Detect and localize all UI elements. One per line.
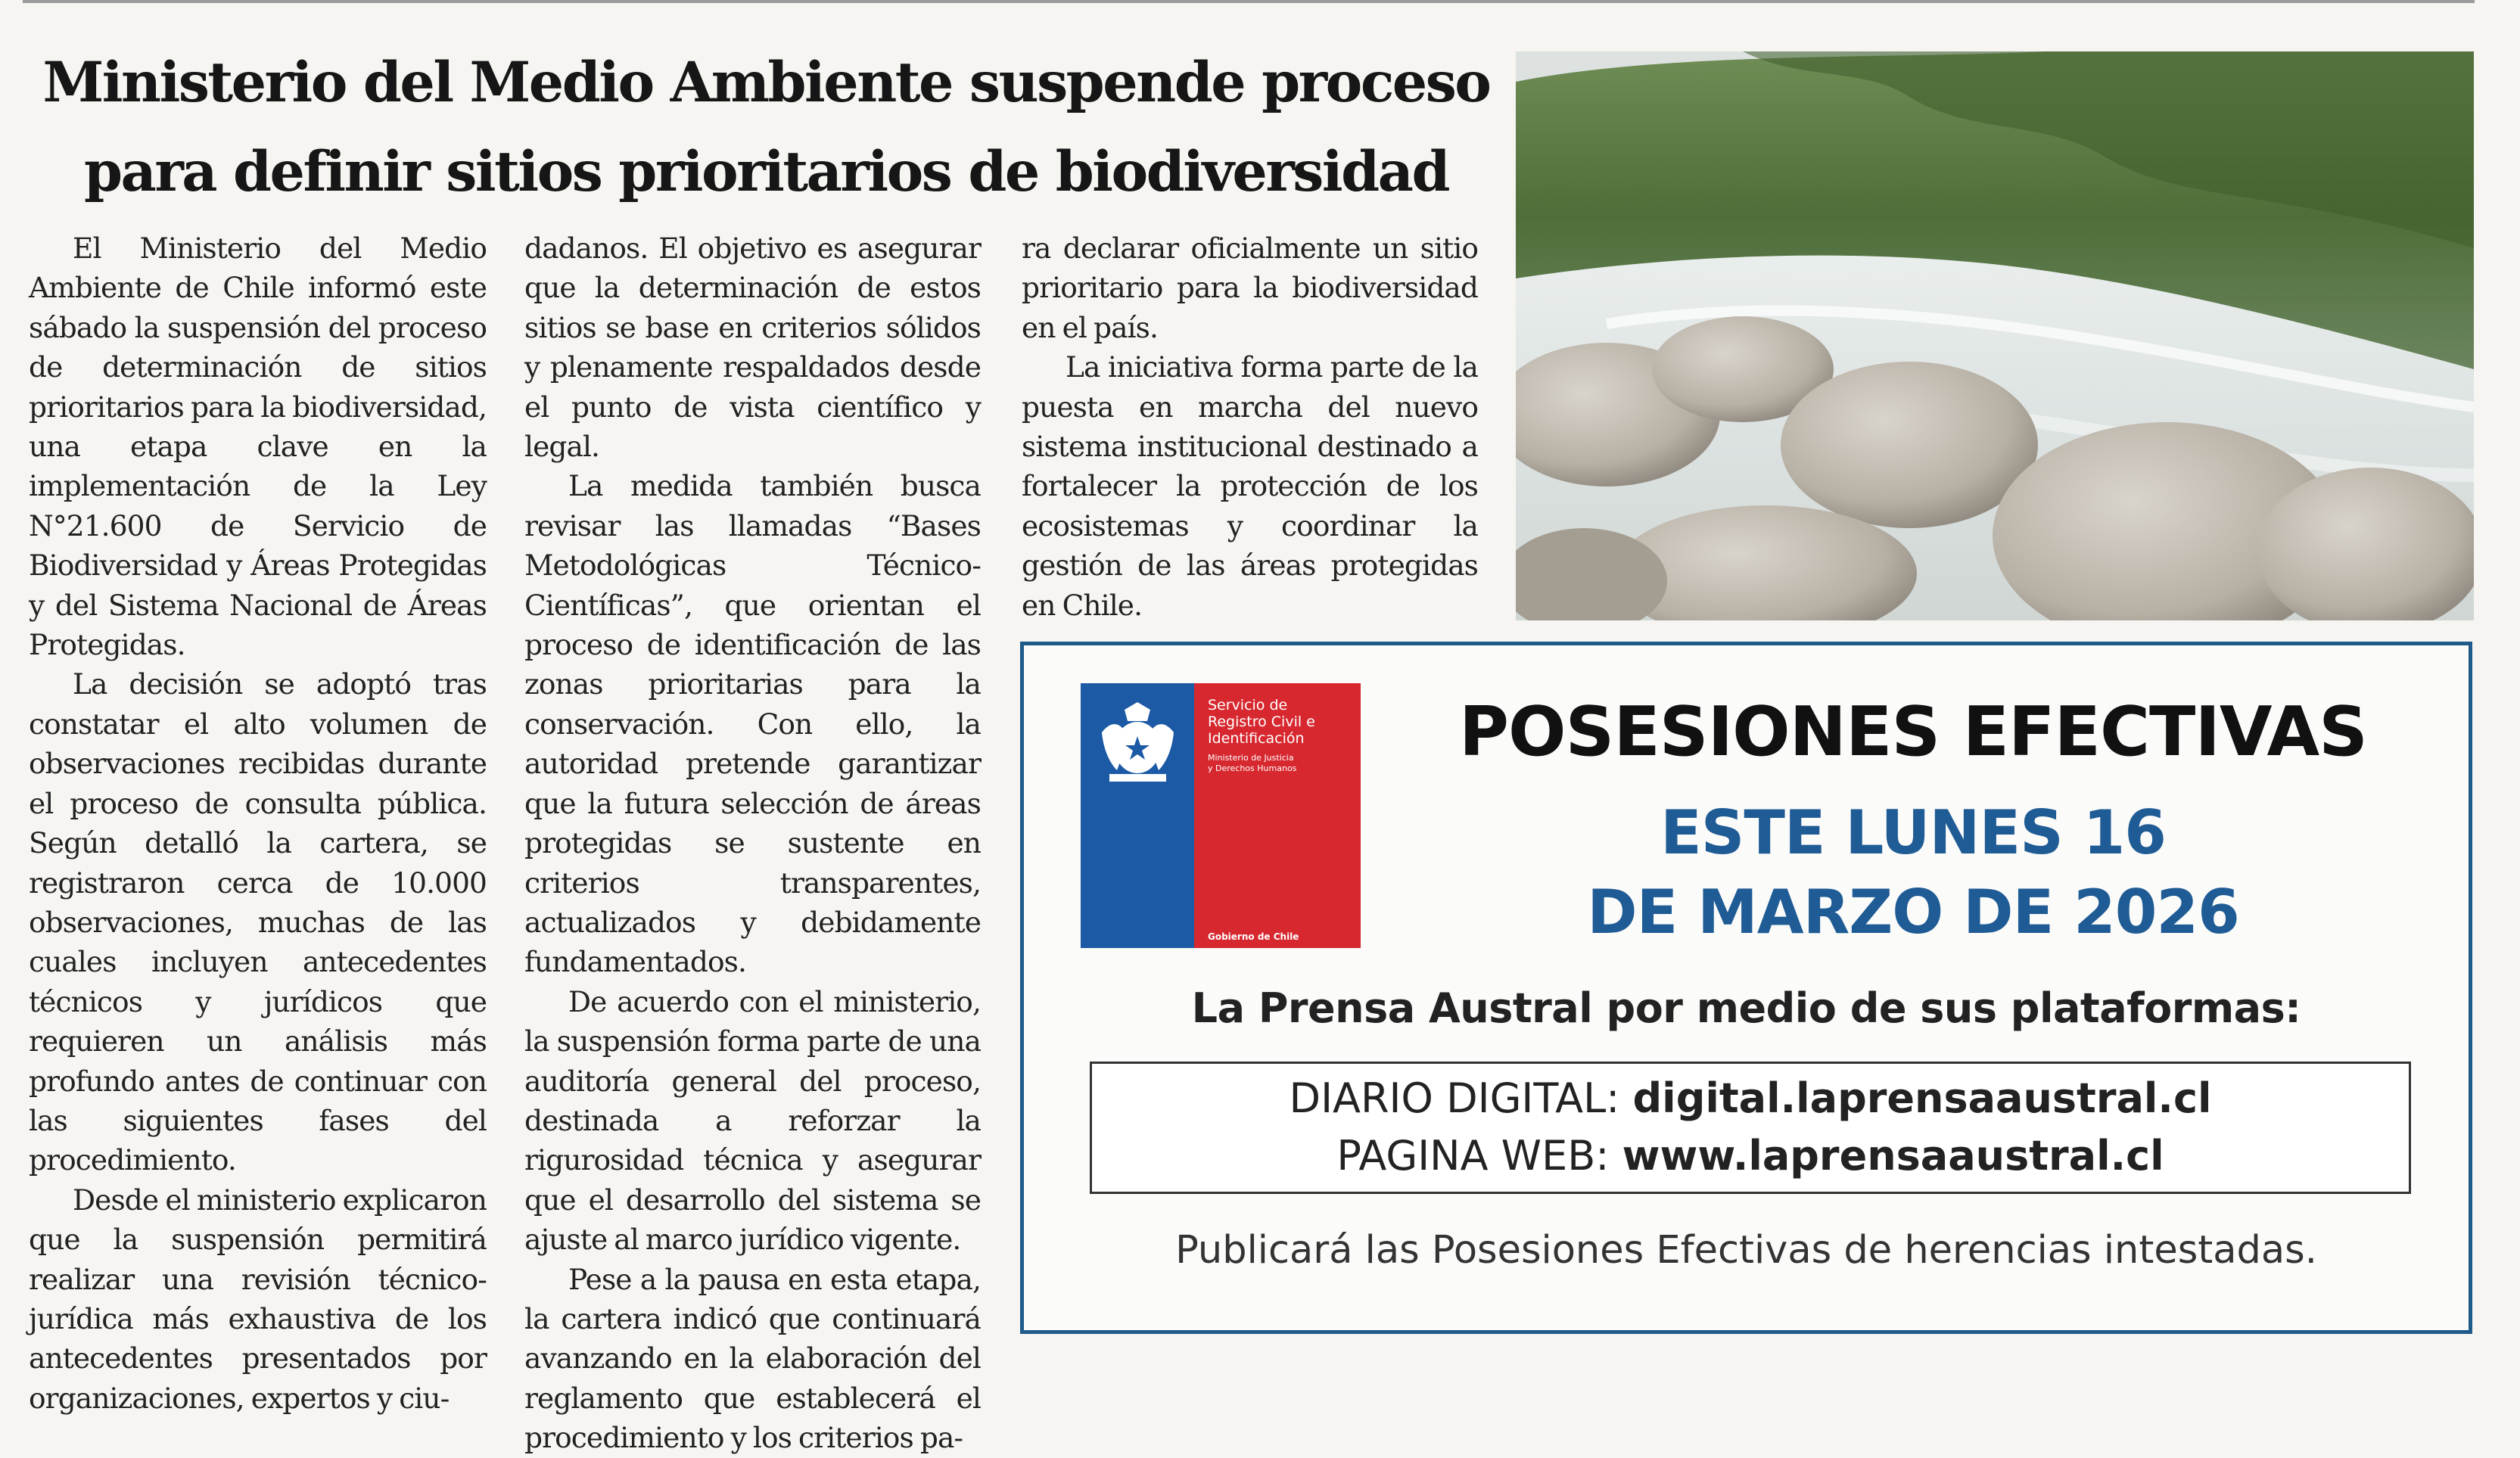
ad-date [1372,793,2454,952]
logo-line-3: Identificación [1208,730,1305,747]
ad-date-line-1: ESTE LUNES 16 [1660,797,2166,868]
digital-url-link[interactable]: digital.laprensaaustral.cl [1632,1074,2212,1122]
article-photo-river [1516,51,2474,620]
river-illustration [1516,51,2474,620]
logo-line-1: Servicio de [1208,697,1288,713]
ad-footer: Publicará las Posesiones Efectivas de herencias intestadas. [1175,1228,2317,1273]
website-row [1092,1127,2409,1185]
paragraph: La decisión se adoptó tras constatar el alto volumen de observaciones recibidas durante el proceso de consulta pública. Según detalló la cartera, se registraron cerca de 10.000 observaciones, muchas de las cuales incluyen antecedentes técnicos y jurídicos que requieren un análisis más profundo antes de continuar con las siguientes fases del procedimiento. [29,667,487,1177]
ad-title: POSESIONES EFECTIVAS [1459,692,2367,772]
paragraph: dadanos. El objetivo es asegurar que la determinación de estos sitios se base en criterios sólidos y plenamente respaldados desde el punto de vista científico y legal. [524,232,981,464]
registro-civil-logo [1081,683,1361,948]
paragraph: De acuerdo con el ministerio, la suspensión forma parte de una auditoría general del proceso, destinada a reforzar la rigurosidad técnica y asegurar que el desarrollo del sistema se ajuste al marco jurídico vigente. [524,984,981,1257]
digital-edition-row [1092,1070,2409,1127]
paragraph: La medida también busca revisar las llamadas “Bases Metodológicas Técnico-Científicas”, que orientan el proceso de identificación de las zonas prioritarias para la conservación. Con ello, la autoridad pretende garantizar que la futura selección de áreas protegidas se sustente en criterios transparentes, actualizados y debidamente fundamentados. [524,469,981,979]
logo-ministry [1208,753,1355,774]
tagline-rest: por medio de sus plataformas: [1592,984,2301,1032]
article-column-2 [524,228,981,1458]
logo-ministry-line-2: y Derechos Humanos [1208,763,1297,773]
paragraph: Pese a la pausa en esta etapa, la cartera indicó que continuará avanzando en la elaboración del reglamento que establecerá el procedimiento y los criterios pa- [524,1262,981,1455]
paragraph: El Ministerio del Medio Ambiente de Chile informó este sábado la suspensión del proceso de determinación de sitios prioritarios para la biodiversidad, una etapa clave en la implementación de la Ley N°21.600 de Servicio de Biodiversidad y Áreas Protegidas y del Sistema Nacional de Áreas Protegidas. [29,232,487,662]
web-label: PAGINA WEB: [1336,1132,1622,1180]
notice-advertisement [1020,642,2472,1334]
website-url-link[interactable]: www.laprensaaustral.cl [1622,1132,2164,1180]
paragraph: La iniciativa forma parte de la puesta en marcha del nuevo sistema institucional destinado a fortalecer la protección de los ecosistemas y coordinar la gestión de las áreas protegidas en Chile. [1022,350,1478,622]
ad-date-line-2: DE MARZO DE 2026 [1587,877,2239,947]
top-rule [23,0,2475,3]
logo-ministry-line-1: Ministerio de Justicia [1208,753,1294,763]
paragraph: ra declarar oficialmente un sitio prioritario para la biodiversidad en el país. [1022,232,1478,344]
article-column-1 [29,228,487,1418]
logo-blue-field [1081,683,1194,948]
ad-tagline [1024,984,2469,1032]
digital-label: DIARIO DIGITAL: [1289,1074,1633,1122]
article-headline [30,38,1502,216]
newspaper-brand: La Prensa Austral [1191,984,1593,1032]
logo-government: Gobierno de Chile [1208,931,1299,942]
platforms-box [1090,1062,2411,1194]
headline-line-2: para definir sitios prioritarios de biodiversidad [83,139,1449,204]
article-column-3 [1022,228,1478,625]
paragraph: Desde el ministerio explicaron que la suspensión permitirá realizar una revisión técnico-jurídica más exhaustiva de los antecedentes presentados por organizaciones, expertos y ciu- [29,1183,487,1415]
logo-line-2: Registro Civil e [1208,713,1315,730]
logo-text [1208,697,1355,774]
coat-of-arms-icon [1094,702,1181,785]
headline-line-1: Ministerio del Medio Ambiente suspende proceso [42,50,1490,115]
